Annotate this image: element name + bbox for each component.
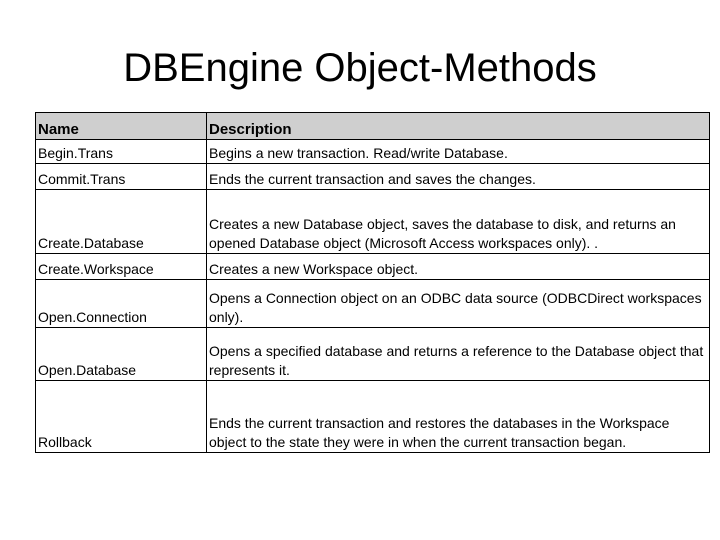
method-name: Commit.Trans [36, 164, 207, 190]
header-description: Description [207, 113, 710, 140]
method-description: Opens a specified database and returns a reference to the Database object that represents it. [207, 328, 710, 381]
method-name: Create.Database [36, 190, 207, 254]
method-name: Rollback [36, 381, 207, 453]
method-name: Create.Workspace [36, 254, 207, 280]
method-description: Opens a Connection object on an ODBC data source (ODBCDirect workspaces only). [207, 280, 710, 328]
method-description: Ends the current transaction and saves the changes. [207, 164, 710, 190]
method-name: Begin.Trans [36, 140, 207, 164]
slide-title: DBEngine Object-Methods [123, 46, 597, 90]
method-description: Creates a new Workspace object. [207, 254, 710, 280]
method-name: Open.Database [36, 328, 207, 381]
table-header-row [36, 113, 710, 140]
table-row [36, 254, 710, 280]
method-description: Creates a new Database object, saves the database to disk, and returns an opened Database object (Microsoft Access workspaces only). . [207, 190, 710, 254]
methods-table [35, 112, 710, 453]
method-description: Ends the current transaction and restores the databases in the Workspace object to the state they were in when the current transaction began. [207, 381, 710, 453]
table-row [36, 164, 710, 190]
table-row [36, 190, 710, 254]
table-row [36, 280, 710, 328]
table-row [36, 328, 710, 381]
header-name: Name [36, 113, 207, 140]
method-description: Begins a new transaction. Read/write Database. [207, 140, 710, 164]
table-row [36, 381, 710, 453]
method-name: Open.Connection [36, 280, 207, 328]
table-row [36, 140, 710, 164]
